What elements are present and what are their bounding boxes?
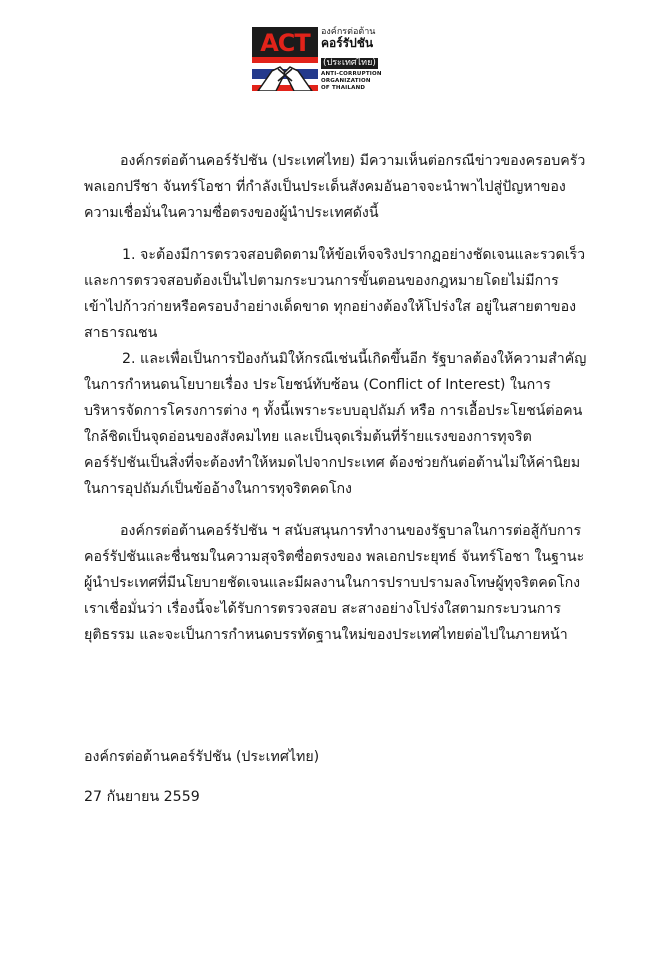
logo-english-line-3: OF THAILAND [321, 85, 366, 91]
support-paragraph: องค์กรต่อต้านคอร์รัปชัน ฯ สนับสนุนการทำงานของรัฐบาลในการต่อสู้กับการคอร์รัปชันและชื่นชมในความสุจริตซื่อตรงของ พลเอกประยุทธ์ จันทร์โอชา ในฐานะผู้นำประเทศที่มีนโยบายชัดเจนและมีผลงานในการปราบปรามลงโทษผู้ทุจริตคดโกง เราเชื่อมั่นว่า เรื่องนี้จะได้รับการตรวจสอบ สะสางอย่างโปร่งใสตามกระบวนการยุติธรรม และจะเป็นการกำหนดบรรทัดฐานใหม่ของประเทศไทยต่อไปในภายหน้า [84, 523, 585, 643]
logo-thai-line-2: คอร์รัปชัน [321, 36, 374, 50]
thai-flag-fist-icon [252, 57, 318, 91]
logo-english-line-2: ORGANIZATION [321, 78, 371, 84]
intro-paragraph: องค์กรต่อต้านคอร์รัปชัน (ประเทศไทย) มีความเห็นต่อกรณีข่าวของครอบครัว พลเอกปรีชา จันทร์โอชา ที่กำลังเป็นประเด็นสังคมอันอาจจะนำพาไปสู่ปัญหาของความเชื่อมั่นในความซื่อตรงของผู้นำประเทศดังนี้ [84, 153, 586, 221]
act-logo [252, 27, 382, 93]
logo-thai-line-1: องค์กรต่อต้าน [321, 27, 376, 37]
signature-organization: องค์กรต่อต้านคอร์รัปชัน (ประเทศไทย) [84, 749, 320, 765]
act-logo-mark [252, 27, 318, 91]
item-1-paragraph: 1. จะต้องมีการตรวจสอบติดตามให้ข้อเท็จจริงปรากฏอย่างชัดเจนและรวดเร็ว และการตรวจสอบต้องเป็นไปตามกระบวนการขั้นตอนของกฎหมายโดยไม่มีการเข้าไปก้าวก่ายหรือครอบงำอย่างเด็ดขาด ทุกอย่างต้องให้โปร่งใส อยู่ในสายตาของสาธารณชน [84, 247, 586, 341]
logo-english-line-1: ANTI-CORRUPTION [321, 71, 382, 77]
logo-english-name [321, 71, 381, 92]
item-2-paragraph: 2. และเพื่อเป็นการป้องกันมิให้กรณีเช่นนี้เกิดขึ้นอีก รัฐบาลต้องให้ความสำคัญในการกำหนดนโยบายเรื่อง ประโยชน์ทับซ้อน (Conflict of Interest) ในการบริหารจัดการโครงการต่าง ๆ ทั้งนี้เพราะระบบอุปถัมภ์ หรือ การเอื้อประโยชน์ต่อคนใกล้ชิดเป็นจุดอ่อนของสังคมไทย และเป็นจุดเริ่มต้นที่ร้ายแรงของการทุจริตคอร์รัปชันเป็นสิ่งที่จะต้องทำให้หมดไปจากประเทศ ต้องช่วยกันต่อต้านไม่ให้ค่านิยมในการอุปถัมภ์เป็นข้ออ้างในการทุจริตคดโกง [84, 351, 587, 497]
statement-body [84, 148, 589, 648]
logo-text-block [321, 27, 381, 92]
signature-date: 27 กันยายน 2559 [84, 789, 200, 805]
logo-thai-line-3: (ประเทศไทย) [323, 58, 376, 68]
logo-act-text: ACT [260, 29, 310, 57]
